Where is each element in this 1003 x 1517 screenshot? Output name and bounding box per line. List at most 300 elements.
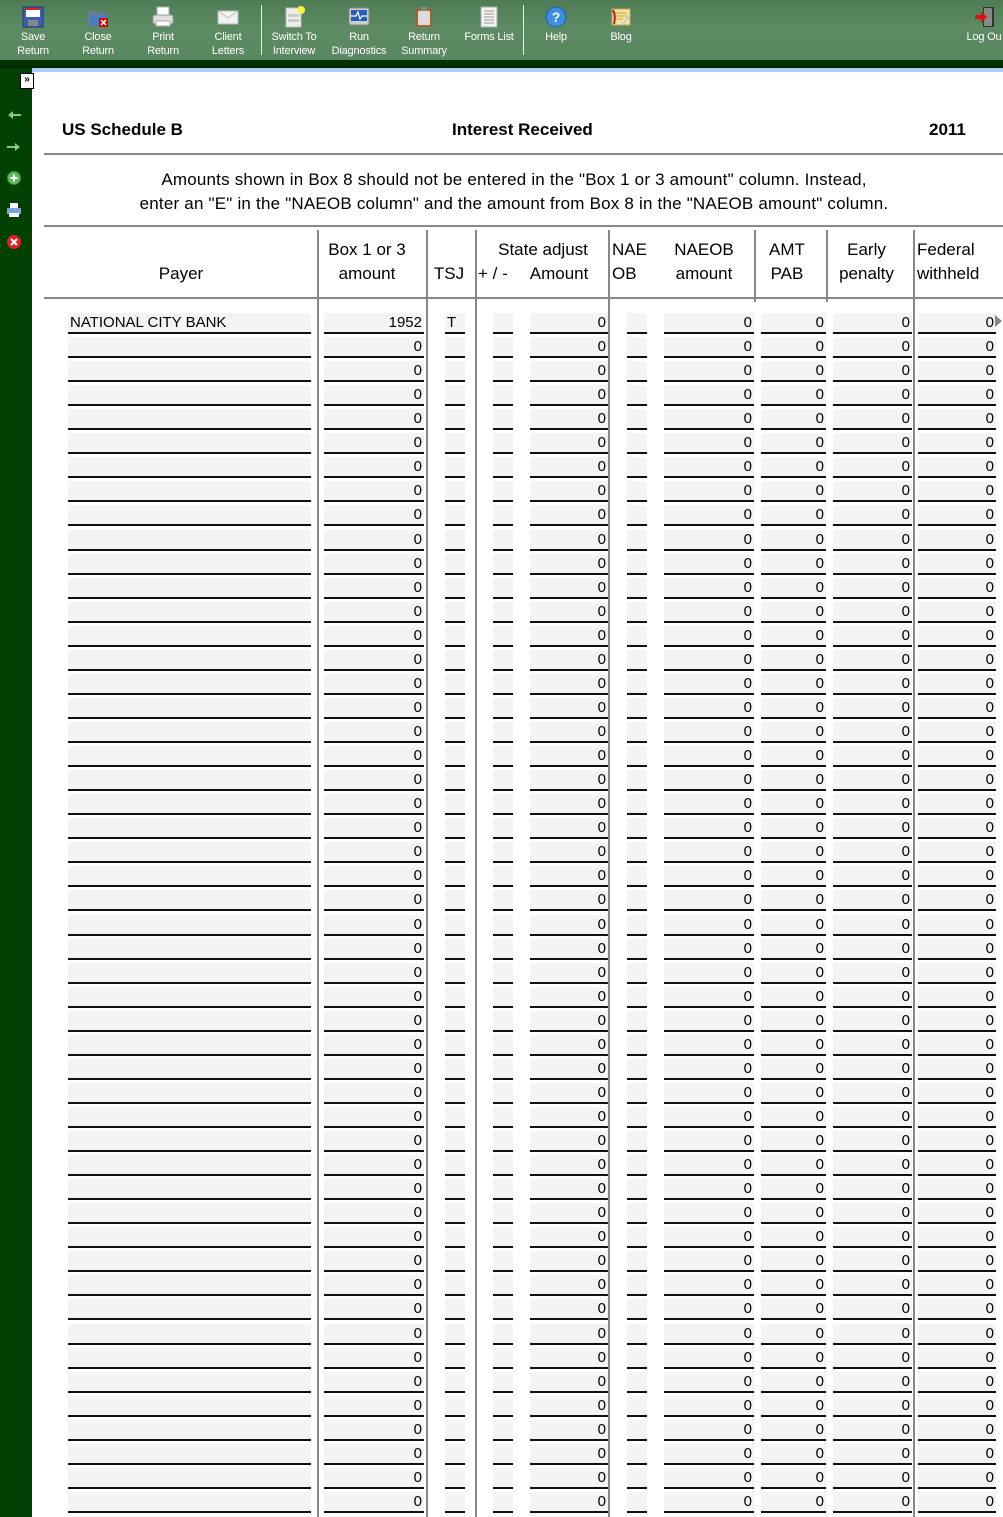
payer-field[interactable] — [68, 1059, 311, 1080]
state-adjust-sign-field[interactable] — [493, 722, 513, 743]
state-adjust-sign-field[interactable] — [493, 1251, 513, 1272]
state-adjust-amount-field[interactable]: 0 — [530, 722, 608, 743]
naeob-code-field[interactable] — [627, 457, 647, 478]
state-adjust-amount-field[interactable]: 0 — [530, 1179, 608, 1200]
naeob-code-field[interactable] — [627, 915, 647, 936]
print-return-button[interactable] — [131, 4, 195, 58]
naeob-code-field[interactable] — [627, 1107, 647, 1128]
amt-pab-field[interactable]: 0 — [761, 1035, 826, 1056]
tsj-field[interactable] — [445, 1227, 465, 1248]
naeob-code-field[interactable] — [627, 361, 647, 382]
amt-pab-field[interactable]: 0 — [761, 1275, 826, 1296]
naeob-code-field[interactable] — [627, 337, 647, 358]
tsj-field[interactable] — [445, 818, 465, 839]
state-adjust-amount-field[interactable]: 0 — [530, 1324, 608, 1345]
state-adjust-amount-field[interactable]: 0 — [530, 650, 608, 671]
expand-panel-button[interactable]: » — [20, 73, 34, 89]
tsj-field[interactable] — [445, 1348, 465, 1369]
naeob-code-field[interactable] — [627, 842, 647, 863]
state-adjust-sign-field[interactable] — [493, 1155, 513, 1176]
naeob-amount-field[interactable]: 0 — [664, 1203, 754, 1224]
blog-button[interactable] — [589, 4, 653, 58]
naeob-amount-field[interactable]: 0 — [664, 650, 754, 671]
box13-amount-field[interactable]: 0 — [324, 1203, 424, 1224]
naeob-amount-field[interactable]: 0 — [664, 1492, 754, 1513]
early-penalty-field[interactable]: 0 — [833, 915, 912, 936]
federal-withheld-field[interactable]: 0 — [918, 409, 996, 430]
federal-withheld-field[interactable]: 0 — [918, 1251, 996, 1272]
payer-field[interactable] — [68, 818, 311, 839]
naeob-code-field[interactable] — [627, 578, 647, 599]
amt-pab-field[interactable]: 0 — [761, 939, 826, 960]
early-penalty-field[interactable]: 0 — [833, 1299, 912, 1320]
payer-field[interactable] — [68, 650, 311, 671]
naeob-amount-field[interactable]: 0 — [664, 505, 754, 526]
early-penalty-field[interactable]: 0 — [833, 313, 912, 334]
federal-withheld-field[interactable]: 0 — [918, 1299, 996, 1320]
box13-amount-field[interactable]: 0 — [324, 1035, 424, 1056]
box13-amount-field[interactable]: 0 — [324, 842, 424, 863]
early-penalty-field[interactable]: 0 — [833, 1420, 912, 1441]
amt-pab-field[interactable]: 0 — [761, 361, 826, 382]
amt-pab-field[interactable]: 0 — [761, 915, 826, 936]
amt-pab-field[interactable]: 0 — [761, 1420, 826, 1441]
early-penalty-field[interactable]: 0 — [833, 1468, 912, 1489]
early-penalty-field[interactable]: 0 — [833, 650, 912, 671]
tsj-field[interactable] — [445, 337, 465, 358]
box13-amount-field[interactable]: 0 — [324, 578, 424, 599]
state-adjust-amount-field[interactable]: 0 — [530, 1011, 608, 1032]
box13-amount-field[interactable]: 0 — [324, 385, 424, 406]
amt-pab-field[interactable]: 0 — [761, 746, 826, 767]
box13-amount-field[interactable]: 0 — [324, 674, 424, 695]
naeob-amount-field[interactable]: 0 — [664, 866, 754, 887]
naeob-amount-field[interactable]: 0 — [664, 1035, 754, 1056]
help-button[interactable] — [524, 4, 588, 58]
early-penalty-field[interactable]: 0 — [833, 1348, 912, 1369]
naeob-code-field[interactable] — [627, 1444, 647, 1465]
state-adjust-sign-field[interactable] — [493, 1275, 513, 1296]
state-adjust-amount-field[interactable]: 0 — [530, 385, 608, 406]
early-penalty-field[interactable]: 0 — [833, 746, 912, 767]
payer-field[interactable] — [68, 1372, 311, 1393]
amt-pab-field[interactable]: 0 — [761, 1155, 826, 1176]
early-penalty-field[interactable]: 0 — [833, 1492, 912, 1513]
federal-withheld-field[interactable]: 0 — [918, 987, 996, 1008]
naeob-amount-field[interactable]: 0 — [664, 1420, 754, 1441]
federal-withheld-field[interactable]: 0 — [918, 674, 996, 695]
state-adjust-amount-field[interactable]: 0 — [530, 1131, 608, 1152]
tsj-field[interactable] — [445, 746, 465, 767]
naeob-amount-field[interactable]: 0 — [664, 1155, 754, 1176]
state-adjust-amount-field[interactable]: 0 — [530, 361, 608, 382]
early-penalty-field[interactable]: 0 — [833, 866, 912, 887]
state-adjust-amount-field[interactable]: 0 — [530, 1083, 608, 1104]
federal-withheld-field[interactable]: 0 — [918, 457, 996, 478]
naeob-amount-field[interactable]: 0 — [664, 361, 754, 382]
state-adjust-sign-field[interactable] — [493, 1227, 513, 1248]
federal-withheld-field[interactable]: 0 — [918, 722, 996, 743]
tsj-field[interactable] — [445, 650, 465, 671]
box13-amount-field[interactable]: 0 — [324, 530, 424, 551]
payer-field[interactable] — [68, 987, 311, 1008]
state-adjust-amount-field[interactable]: 0 — [530, 530, 608, 551]
federal-withheld-field[interactable]: 0 — [918, 1203, 996, 1224]
amt-pab-field[interactable]: 0 — [761, 433, 826, 454]
tsj-field[interactable] — [445, 963, 465, 984]
early-penalty-field[interactable]: 0 — [833, 1131, 912, 1152]
state-adjust-sign-field[interactable] — [493, 818, 513, 839]
naeob-code-field[interactable] — [627, 1155, 647, 1176]
early-penalty-field[interactable]: 0 — [833, 1035, 912, 1056]
naeob-amount-field[interactable]: 0 — [664, 1444, 754, 1465]
payer-field[interactable] — [68, 1035, 311, 1056]
amt-pab-field[interactable]: 0 — [761, 578, 826, 599]
federal-withheld-field[interactable]: 0 — [918, 505, 996, 526]
payer-field[interactable] — [68, 1083, 311, 1104]
amt-pab-field[interactable]: 0 — [761, 963, 826, 984]
state-adjust-amount-field[interactable]: 0 — [530, 1468, 608, 1489]
early-penalty-field[interactable]: 0 — [833, 1275, 912, 1296]
federal-withheld-field[interactable]: 0 — [918, 1155, 996, 1176]
payer-field[interactable] — [68, 1131, 311, 1152]
payer-field[interactable] — [68, 1203, 311, 1224]
naeob-amount-field[interactable]: 0 — [664, 915, 754, 936]
state-adjust-amount-field[interactable]: 0 — [530, 1203, 608, 1224]
amt-pab-field[interactable]: 0 — [761, 313, 826, 334]
naeob-code-field[interactable] — [627, 1468, 647, 1489]
naeob-code-field[interactable] — [627, 818, 647, 839]
tsj-field[interactable] — [445, 554, 465, 575]
state-adjust-amount-field[interactable]: 0 — [530, 1107, 608, 1128]
box13-amount-field[interactable]: 0 — [324, 1059, 424, 1080]
state-adjust-amount-field[interactable]: 0 — [530, 1035, 608, 1056]
amt-pab-field[interactable]: 0 — [761, 602, 826, 623]
box13-amount-field[interactable]: 0 — [324, 1107, 424, 1128]
federal-withheld-field[interactable]: 0 — [918, 650, 996, 671]
box13-amount-field[interactable]: 1952 — [324, 313, 424, 334]
state-adjust-amount-field[interactable]: 0 — [530, 1155, 608, 1176]
amt-pab-field[interactable]: 0 — [761, 1492, 826, 1513]
delete-icon[interactable] — [5, 233, 23, 251]
state-adjust-amount-field[interactable]: 0 — [530, 842, 608, 863]
state-adjust-amount-field[interactable]: 0 — [530, 674, 608, 695]
tsj-field[interactable] — [445, 1444, 465, 1465]
tsj-field[interactable] — [445, 674, 465, 695]
naeob-code-field[interactable] — [627, 1131, 647, 1152]
naeob-amount-field[interactable]: 0 — [664, 746, 754, 767]
box13-amount-field[interactable]: 0 — [324, 1131, 424, 1152]
amt-pab-field[interactable]: 0 — [761, 1372, 826, 1393]
payer-field[interactable] — [68, 385, 311, 406]
state-adjust-sign-field[interactable] — [493, 361, 513, 382]
tsj-field[interactable] — [445, 794, 465, 815]
state-adjust-amount-field[interactable]: 0 — [530, 818, 608, 839]
naeob-code-field[interactable] — [627, 626, 647, 647]
naeob-amount-field[interactable]: 0 — [664, 1107, 754, 1128]
box13-amount-field[interactable]: 0 — [324, 1179, 424, 1200]
state-adjust-sign-field[interactable] — [493, 409, 513, 430]
federal-withheld-field[interactable]: 0 — [918, 1059, 996, 1080]
state-adjust-sign-field[interactable] — [493, 915, 513, 936]
state-adjust-sign-field[interactable] — [493, 578, 513, 599]
state-adjust-sign-field[interactable] — [493, 1468, 513, 1489]
state-adjust-amount-field[interactable]: 0 — [530, 409, 608, 430]
payer-field[interactable] — [68, 1299, 311, 1320]
state-adjust-sign-field[interactable] — [493, 1059, 513, 1080]
state-adjust-amount-field[interactable]: 0 — [530, 578, 608, 599]
state-adjust-amount-field[interactable]: 0 — [530, 1348, 608, 1369]
early-penalty-field[interactable]: 0 — [833, 698, 912, 719]
naeob-code-field[interactable] — [627, 1299, 647, 1320]
amt-pab-field[interactable]: 0 — [761, 457, 826, 478]
early-penalty-field[interactable]: 0 — [833, 457, 912, 478]
state-adjust-sign-field[interactable] — [493, 1299, 513, 1320]
tsj-field[interactable] — [445, 1420, 465, 1441]
naeob-code-field[interactable] — [627, 530, 647, 551]
naeob-amount-field[interactable]: 0 — [664, 963, 754, 984]
close-return-button[interactable] — [66, 4, 130, 58]
state-adjust-sign-field[interactable] — [493, 842, 513, 863]
amt-pab-field[interactable]: 0 — [761, 1468, 826, 1489]
payer-field[interactable] — [68, 890, 311, 911]
amt-pab-field[interactable]: 0 — [761, 505, 826, 526]
box13-amount-field[interactable]: 0 — [324, 1468, 424, 1489]
early-penalty-field[interactable]: 0 — [833, 1203, 912, 1224]
box13-amount-field[interactable]: 0 — [324, 361, 424, 382]
state-adjust-sign-field[interactable] — [493, 1083, 513, 1104]
federal-withheld-field[interactable]: 0 — [918, 1011, 996, 1032]
early-penalty-field[interactable]: 0 — [833, 963, 912, 984]
naeob-code-field[interactable] — [627, 1227, 647, 1248]
tsj-field[interactable] — [445, 1011, 465, 1032]
box13-amount-field[interactable]: 0 — [324, 915, 424, 936]
amt-pab-field[interactable]: 0 — [761, 1251, 826, 1272]
naeob-amount-field[interactable]: 0 — [664, 385, 754, 406]
payer-field[interactable] — [68, 939, 311, 960]
federal-withheld-field[interactable]: 0 — [918, 1035, 996, 1056]
early-penalty-field[interactable]: 0 — [833, 674, 912, 695]
state-adjust-sign-field[interactable] — [493, 554, 513, 575]
early-penalty-field[interactable]: 0 — [833, 409, 912, 430]
state-adjust-sign-field[interactable] — [493, 530, 513, 551]
early-penalty-field[interactable]: 0 — [833, 987, 912, 1008]
state-adjust-amount-field[interactable]: 0 — [530, 698, 608, 719]
state-adjust-sign-field[interactable] — [493, 1444, 513, 1465]
federal-withheld-field[interactable]: 0 — [918, 842, 996, 863]
tsj-field[interactable] — [445, 1107, 465, 1128]
amt-pab-field[interactable]: 0 — [761, 1059, 826, 1080]
naeob-amount-field[interactable]: 0 — [664, 698, 754, 719]
run-diagnostics-button[interactable] — [327, 4, 391, 58]
box13-amount-field[interactable]: 0 — [324, 890, 424, 911]
early-penalty-field[interactable]: 0 — [833, 1227, 912, 1248]
naeob-code-field[interactable] — [627, 1372, 647, 1393]
add-icon[interactable] — [5, 169, 23, 187]
box13-amount-field[interactable]: 0 — [324, 1348, 424, 1369]
tsj-field[interactable] — [445, 361, 465, 382]
naeob-code-field[interactable] — [627, 674, 647, 695]
naeob-code-field[interactable] — [627, 890, 647, 911]
state-adjust-amount-field[interactable]: 0 — [530, 794, 608, 815]
forward-arrow-icon[interactable] — [5, 138, 23, 156]
naeob-amount-field[interactable]: 0 — [664, 794, 754, 815]
state-adjust-sign-field[interactable] — [493, 866, 513, 887]
tsj-field[interactable] — [445, 602, 465, 623]
state-adjust-sign-field[interactable] — [493, 1035, 513, 1056]
state-adjust-sign-field[interactable] — [493, 1107, 513, 1128]
box13-amount-field[interactable]: 0 — [324, 746, 424, 767]
naeob-code-field[interactable] — [627, 554, 647, 575]
naeob-code-field[interactable] — [627, 1011, 647, 1032]
back-arrow-icon[interactable] — [5, 106, 23, 124]
state-adjust-amount-field[interactable]: 0 — [530, 866, 608, 887]
federal-withheld-field[interactable]: 0 — [918, 1348, 996, 1369]
state-adjust-amount-field[interactable]: 0 — [530, 890, 608, 911]
naeob-amount-field[interactable]: 0 — [664, 842, 754, 863]
federal-withheld-field[interactable]: 0 — [918, 915, 996, 936]
payer-field[interactable] — [68, 915, 311, 936]
early-penalty-field[interactable]: 0 — [833, 361, 912, 382]
state-adjust-amount-field[interactable]: 0 — [530, 457, 608, 478]
box13-amount-field[interactable]: 0 — [324, 505, 424, 526]
payer-field[interactable] — [68, 1275, 311, 1296]
naeob-code-field[interactable] — [627, 1203, 647, 1224]
early-penalty-field[interactable]: 0 — [833, 818, 912, 839]
early-penalty-field[interactable]: 0 — [833, 481, 912, 502]
amt-pab-field[interactable]: 0 — [761, 1396, 826, 1417]
naeob-amount-field[interactable]: 0 — [664, 409, 754, 430]
federal-withheld-field[interactable]: 0 — [918, 578, 996, 599]
payer-field[interactable] — [68, 963, 311, 984]
payer-field[interactable] — [68, 433, 311, 454]
state-adjust-sign-field[interactable] — [493, 890, 513, 911]
payer-field[interactable] — [68, 1227, 311, 1248]
payer-field[interactable] — [68, 794, 311, 815]
box13-amount-field[interactable]: 0 — [324, 1444, 424, 1465]
state-adjust-amount-field[interactable]: 0 — [530, 746, 608, 767]
federal-withheld-field[interactable]: 0 — [918, 433, 996, 454]
naeob-amount-field[interactable]: 0 — [664, 1324, 754, 1345]
federal-withheld-field[interactable]: 0 — [918, 1179, 996, 1200]
amt-pab-field[interactable]: 0 — [761, 1107, 826, 1128]
federal-withheld-field[interactable]: 0 — [918, 1131, 996, 1152]
federal-withheld-field[interactable]: 0 — [918, 481, 996, 502]
tsj-field[interactable] — [445, 866, 465, 887]
payer-field[interactable] — [68, 1107, 311, 1128]
naeob-amount-field[interactable]: 0 — [664, 890, 754, 911]
box13-amount-field[interactable]: 0 — [324, 650, 424, 671]
naeob-code-field[interactable] — [627, 770, 647, 791]
federal-withheld-field[interactable]: 0 — [918, 361, 996, 382]
tsj-field[interactable] — [445, 1324, 465, 1345]
naeob-amount-field[interactable]: 0 — [664, 1131, 754, 1152]
naeob-amount-field[interactable]: 0 — [664, 602, 754, 623]
federal-withheld-field[interactable]: 0 — [918, 1396, 996, 1417]
naeob-code-field[interactable] — [627, 963, 647, 984]
amt-pab-field[interactable]: 0 — [761, 1299, 826, 1320]
tsj-field[interactable] — [445, 530, 465, 551]
payer-field[interactable] — [68, 674, 311, 695]
federal-withheld-field[interactable]: 0 — [918, 794, 996, 815]
state-adjust-sign-field[interactable] — [493, 1420, 513, 1441]
naeob-code-field[interactable] — [627, 866, 647, 887]
amt-pab-field[interactable]: 0 — [761, 890, 826, 911]
forms-list-button[interactable] — [457, 4, 521, 58]
state-adjust-sign-field[interactable] — [493, 746, 513, 767]
naeob-code-field[interactable] — [627, 1396, 647, 1417]
federal-withheld-field[interactable]: 0 — [918, 890, 996, 911]
payer-field[interactable] — [68, 602, 311, 623]
payer-field[interactable] — [68, 554, 311, 575]
state-adjust-sign-field[interactable] — [493, 481, 513, 502]
early-penalty-field[interactable]: 0 — [833, 794, 912, 815]
save-return-button[interactable] — [1, 4, 65, 58]
box13-amount-field[interactable]: 0 — [324, 1275, 424, 1296]
log-out-button[interactable] — [952, 4, 1003, 58]
amt-pab-field[interactable]: 0 — [761, 409, 826, 430]
early-penalty-field[interactable]: 0 — [833, 1372, 912, 1393]
naeob-code-field[interactable] — [627, 1324, 647, 1345]
amt-pab-field[interactable]: 0 — [761, 385, 826, 406]
naeob-amount-field[interactable]: 0 — [664, 554, 754, 575]
state-adjust-sign-field[interactable] — [493, 939, 513, 960]
naeob-amount-field[interactable]: 0 — [664, 1011, 754, 1032]
state-adjust-sign-field[interactable] — [493, 987, 513, 1008]
tsj-field[interactable] — [445, 1299, 465, 1320]
amt-pab-field[interactable]: 0 — [761, 337, 826, 358]
state-adjust-amount-field[interactable]: 0 — [530, 1492, 608, 1513]
federal-withheld-field[interactable]: 0 — [918, 1420, 996, 1441]
tsj-field[interactable] — [445, 1155, 465, 1176]
naeob-amount-field[interactable]: 0 — [664, 457, 754, 478]
payer-field[interactable] — [68, 1492, 311, 1513]
federal-withheld-field[interactable]: 0 — [918, 385, 996, 406]
tsj-field[interactable] — [445, 1492, 465, 1513]
tsj-field[interactable] — [445, 1275, 465, 1296]
state-adjust-sign-field[interactable] — [493, 674, 513, 695]
state-adjust-amount-field[interactable]: 0 — [530, 626, 608, 647]
naeob-code-field[interactable] — [627, 987, 647, 1008]
naeob-code-field[interactable] — [627, 433, 647, 454]
amt-pab-field[interactable]: 0 — [761, 722, 826, 743]
naeob-code-field[interactable] — [627, 1035, 647, 1056]
payer-field[interactable] — [68, 842, 311, 863]
naeob-code-field[interactable] — [627, 650, 647, 671]
naeob-code-field[interactable] — [627, 481, 647, 502]
payer-field[interactable]: NATIONAL CITY BANK — [68, 313, 311, 334]
box13-amount-field[interactable]: 0 — [324, 963, 424, 984]
tsj-field[interactable] — [445, 1396, 465, 1417]
naeob-amount-field[interactable]: 0 — [664, 770, 754, 791]
naeob-amount-field[interactable]: 0 — [664, 1299, 754, 1320]
state-adjust-sign-field[interactable] — [493, 505, 513, 526]
box13-amount-field[interactable]: 0 — [324, 1372, 424, 1393]
naeob-amount-field[interactable]: 0 — [664, 818, 754, 839]
state-adjust-sign-field[interactable] — [493, 650, 513, 671]
box13-amount-field[interactable]: 0 — [324, 626, 424, 647]
tsj-field[interactable] — [445, 939, 465, 960]
amt-pab-field[interactable]: 0 — [761, 626, 826, 647]
naeob-code-field[interactable] — [627, 939, 647, 960]
payer-field[interactable] — [68, 626, 311, 647]
early-penalty-field[interactable]: 0 — [833, 554, 912, 575]
early-penalty-field[interactable]: 0 — [833, 1251, 912, 1272]
state-adjust-sign-field[interactable] — [493, 433, 513, 454]
early-penalty-field[interactable]: 0 — [833, 578, 912, 599]
state-adjust-amount-field[interactable]: 0 — [530, 1396, 608, 1417]
state-adjust-amount-field[interactable]: 0 — [530, 481, 608, 502]
